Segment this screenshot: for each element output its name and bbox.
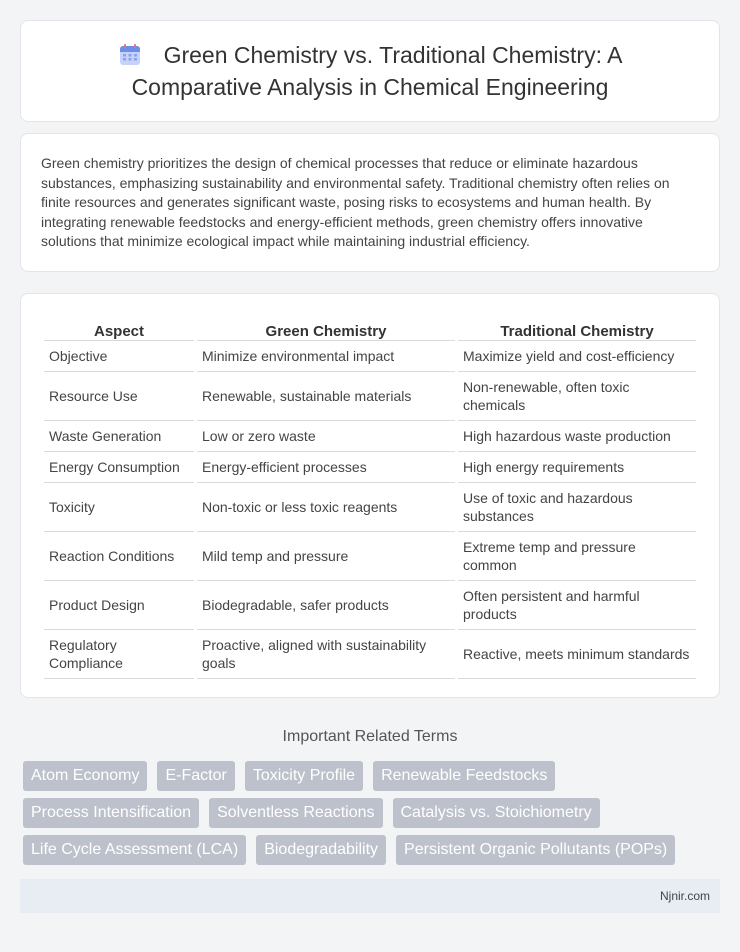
page-title-text: Green Chemistry vs. Traditional Chemistry: A Comparative Analysis in Chemical Engineering bbox=[131, 42, 623, 100]
table-cell: Product Design bbox=[44, 581, 194, 630]
table-cell: Toxicity bbox=[44, 483, 194, 532]
intro-card bbox=[20, 133, 720, 272]
footer bbox=[20, 879, 720, 913]
table-cell: Minimize environmental impact bbox=[197, 341, 455, 372]
table-row bbox=[44, 630, 696, 679]
column-header: Aspect bbox=[44, 316, 194, 341]
related-term-tag[interactable]: Renewable Feedstocks bbox=[373, 761, 555, 791]
table-cell: Biodegradable, safer products bbox=[197, 581, 455, 630]
table-cell: Energy-efficient processes bbox=[197, 452, 455, 483]
related-terms-title: Important Related Terms bbox=[282, 728, 458, 745]
related-term-tag[interactable]: Solventless Reactions bbox=[209, 798, 382, 828]
table-cell: Extreme temp and pressure common bbox=[458, 532, 696, 581]
table-row bbox=[44, 532, 696, 581]
column-header: Traditional Chemistry bbox=[458, 316, 696, 341]
table-cell: Mild temp and pressure bbox=[197, 532, 455, 581]
table-row bbox=[44, 341, 696, 372]
footer-brand: Njnir.com bbox=[659, 889, 710, 903]
table-cell: High hazardous waste production bbox=[458, 421, 696, 452]
table-cell: Resource Use bbox=[44, 372, 194, 421]
table-row bbox=[44, 372, 696, 421]
table-cell: Proactive, aligned with sustainability goals bbox=[197, 630, 455, 679]
table-cell: Regulatory Compliance bbox=[44, 630, 194, 679]
table-cell: Waste Generation bbox=[44, 421, 194, 452]
related-term-tag[interactable]: Toxicity Profile bbox=[245, 761, 363, 791]
table-cell: Reaction Conditions bbox=[44, 532, 194, 581]
related-term-tag[interactable]: Catalysis vs. Stoichiometry bbox=[393, 798, 600, 828]
calendar-icon bbox=[118, 43, 142, 73]
comparison-table-card bbox=[20, 293, 720, 698]
related-term-tag[interactable]: Atom Economy bbox=[23, 761, 147, 791]
table-cell: Maximize yield and cost-efficiency bbox=[458, 341, 696, 372]
intro-paragraph: Green chemistry prioritizes the design of chemical processes that reduce or eliminate hazardous substances, emphasizing sustainability and environmental safety. Traditional chemistry often relies on finite resources and generates significant waste, posing risks to ecosystems and human health. By integrating renewable feedstocks and energy-efficient methods, green chemistry offers innovative solutions that minimize ecological impact while maintaining industrial efficiency. bbox=[41, 155, 670, 249]
table-cell: Non-renewable, often toxic chemicals bbox=[458, 372, 696, 421]
table-row bbox=[44, 452, 696, 483]
table-row bbox=[44, 421, 696, 452]
table-cell: Often persistent and harmful products bbox=[458, 581, 696, 630]
column-header: Green Chemistry bbox=[197, 316, 455, 341]
related-term-tag[interactable]: Biodegradability bbox=[256, 835, 386, 865]
table-cell: Reactive, meets minimum standards bbox=[458, 630, 696, 679]
table-cell: Objective bbox=[44, 341, 194, 372]
related-term-tag[interactable]: Persistent Organic Pollutants (POPs) bbox=[396, 835, 675, 865]
related-terms-list bbox=[20, 761, 720, 865]
related-term-tag[interactable]: E-Factor bbox=[157, 761, 234, 791]
table-header-row bbox=[44, 316, 696, 341]
table-cell: Non-toxic or less toxic reagents bbox=[197, 483, 455, 532]
table-cell: Use of toxic and hazardous substances bbox=[458, 483, 696, 532]
table-cell: Energy Consumption bbox=[44, 452, 194, 483]
table-cell: Low or zero waste bbox=[197, 421, 455, 452]
comparison-table bbox=[41, 316, 699, 679]
table-row bbox=[44, 483, 696, 532]
table-row bbox=[44, 581, 696, 630]
related-term-tag[interactable]: Process Intensification bbox=[23, 798, 199, 828]
table-cell: High energy requirements bbox=[458, 452, 696, 483]
title-card bbox=[20, 20, 720, 122]
related-term-tag[interactable]: Life Cycle Assessment (LCA) bbox=[23, 835, 246, 865]
page-title bbox=[61, 41, 679, 101]
table-cell: Renewable, sustainable materials bbox=[197, 372, 455, 421]
